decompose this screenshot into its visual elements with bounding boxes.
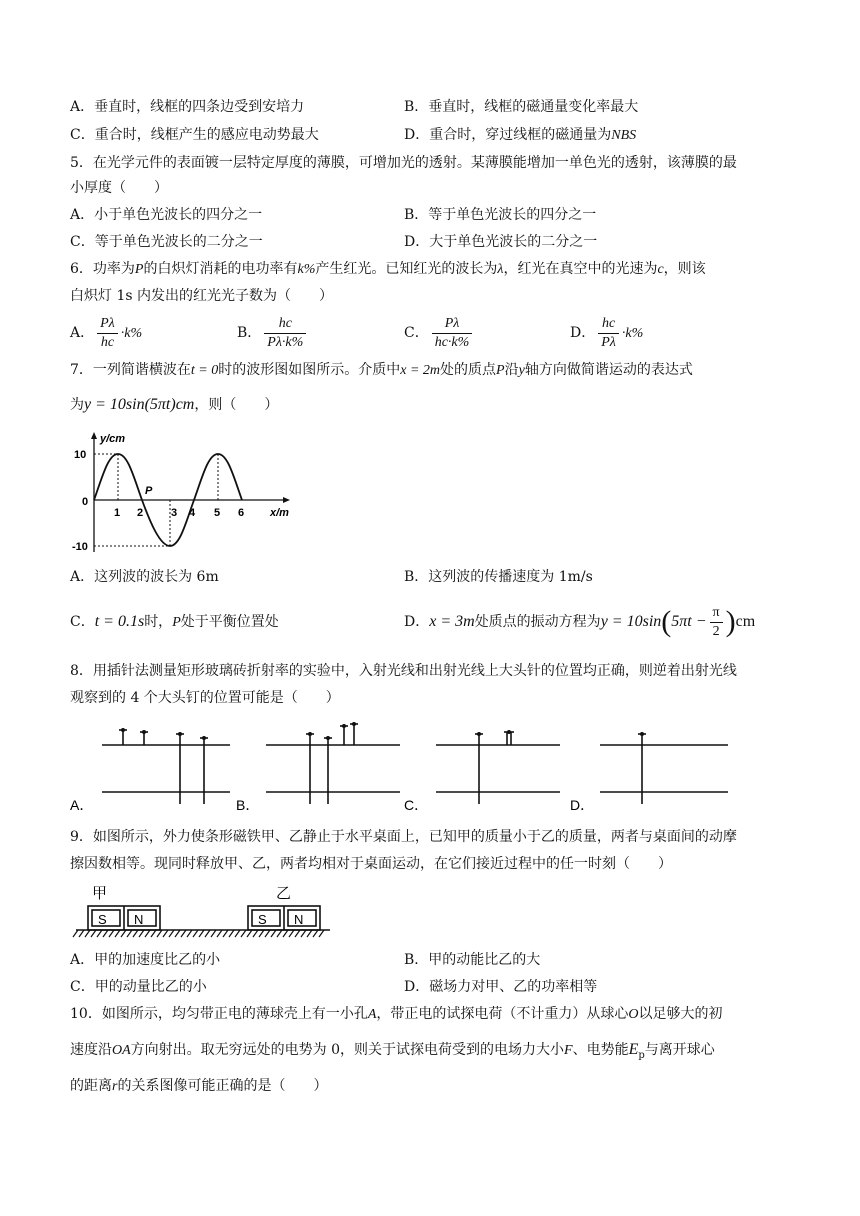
q7-s6: 为 [70, 397, 84, 413]
q10-f: F [564, 1043, 573, 1058]
q4-option-a: A．垂直时，线框的四条边受到安培力 [70, 99, 305, 115]
q7-option-c [70, 612, 279, 633]
q7-d-x: x = 3m [429, 613, 475, 630]
q7-stem-line1 [70, 360, 693, 381]
q4-option-d [404, 125, 636, 146]
q8-stem-line2: 观察到的 4 个大头钉的位置可能是（ ） [70, 690, 340, 706]
table-hatch [139, 930, 144, 937]
q7-d-eq1: y = 10sin [600, 613, 662, 630]
q10-r: r [112, 1079, 118, 1094]
point-p-label: P [145, 485, 153, 497]
x-tick-3: 3 [171, 507, 178, 519]
table-hatch [319, 930, 324, 937]
pin-figures [70, 720, 750, 815]
y-axis-arrow-icon [91, 432, 97, 439]
table-hatch [229, 930, 234, 937]
q10-stem-line1 [70, 1004, 723, 1025]
table-hatch [265, 930, 270, 937]
q7-d-two: 2 [712, 623, 720, 639]
q6-d-tail: ·k% [621, 326, 644, 341]
table-hatch [295, 930, 300, 937]
table-hatch [205, 930, 210, 937]
table-hatch [175, 930, 180, 937]
q10-s8: 的距离 [70, 1078, 112, 1094]
q7-c-p: P [172, 615, 181, 630]
q5-stem-line2: 小厚度（ ） [70, 180, 168, 196]
q6-p: P [134, 262, 144, 277]
q7-c-t: t = 0.1s [94, 613, 145, 630]
q7-p: P [496, 363, 505, 378]
table-hatch [223, 930, 228, 937]
q7-stem-line2 [70, 395, 278, 415]
table-hatch [103, 930, 108, 937]
table-hatch [271, 930, 276, 937]
q7-c-mid: 时， [144, 614, 173, 630]
y-tick-0: 0 [82, 496, 89, 508]
x-tick-1: 1 [114, 507, 121, 519]
q6-option-d [570, 314, 643, 353]
q6-s2: 的白炽灯消耗的电功率有 [143, 261, 298, 277]
q7-s7: ，则（ ） [194, 397, 279, 413]
table-hatch [199, 930, 204, 937]
q10-e: E [628, 1041, 639, 1058]
q6-c-num: Pλ [432, 315, 473, 334]
y-tick-10: 10 [74, 449, 87, 461]
table-hatch [277, 930, 282, 937]
q6-c: c [657, 262, 664, 277]
q6-s5: ，则该 [663, 261, 706, 277]
x-tick-2: 2 [137, 507, 144, 519]
jia-n: N [134, 912, 144, 927]
q10-s6: 、电势能 [572, 1042, 629, 1058]
table-hatch [253, 930, 258, 937]
table-hatch [73, 930, 78, 937]
table-hatch [169, 930, 174, 937]
table-hatch [109, 930, 114, 937]
q6-b-label: B． [237, 325, 262, 341]
q10-stem-line3 [70, 1076, 327, 1097]
q7-option-a: A．这列波的波长为 6m [70, 569, 219, 585]
q6-b-den: Pλ·k% [267, 334, 304, 350]
label-yi: 乙 [276, 885, 292, 902]
label-jia: 甲 [92, 885, 108, 902]
x-tick-4: 4 [189, 507, 196, 519]
figure-c-label: C． [404, 797, 429, 813]
table-hatch [235, 930, 240, 937]
q10-s5: 方向射出。取无穷远处的电势为 0，则关于试探电荷受到的电场力大小 [130, 1042, 565, 1058]
q10-a: A [367, 1007, 377, 1022]
table-hatch [79, 930, 84, 937]
q5-stem-line1: 5．在光学元件的表面镀一层特定厚度的薄膜，可增加光的透射。某薄膜能增加一单色光的透射，该薄膜的最 [70, 155, 737, 171]
x-tick-5: 5 [214, 507, 221, 519]
figure-b [266, 724, 400, 804]
q10-s1: 10．如图所示，均匀带正电的薄球壳上有一小孔 [70, 1006, 368, 1022]
q6-c-label: C． [404, 325, 429, 341]
q7-s1: 7．一列简谐横波在 [70, 362, 191, 378]
figure-d [600, 734, 728, 804]
table-hatch [127, 930, 132, 937]
q7-d-eq2: 5πt − [671, 613, 707, 630]
q10-stem-line2 [70, 1040, 715, 1066]
q6-option-b [237, 314, 309, 352]
q7-c-tail: 处于平衡位置处 [180, 614, 279, 630]
table-hatch [301, 930, 306, 937]
q10-s2: ，带正电的试探电荷（不计重力）从球心 [376, 1006, 629, 1022]
x-axis-arrow-icon [283, 497, 290, 503]
table-hatch [157, 930, 162, 937]
q10-p: p [638, 1049, 645, 1061]
yi-s: S [258, 912, 267, 927]
q7-option-b: B．这列波的传播速度为 1m/s [404, 569, 593, 585]
table-hatch [313, 930, 318, 937]
table-hatch [217, 930, 222, 937]
table-hatch [289, 930, 294, 937]
q7-d-mid: 处质点的振动方程为 [474, 614, 601, 630]
q6-k: k% [297, 262, 316, 277]
table-hatch [97, 930, 102, 937]
q9-option-a: A．甲的加速度比乙的小 [70, 952, 221, 968]
q6-a-tail: ·k% [120, 326, 143, 341]
q6-option-c [404, 314, 475, 352]
q10-s4: 速度沿 [70, 1042, 112, 1058]
table-hatch [115, 930, 120, 937]
table-hatch [283, 930, 288, 937]
jia-s: S [98, 912, 107, 927]
q7-d-unit: cm [735, 613, 756, 630]
q7-s4: 沿 [504, 362, 519, 378]
q7-eq: y = 10sin(5πt)cm [84, 396, 195, 413]
q7-s3: 处的质点 [440, 362, 497, 378]
figure-b-label: B． [236, 797, 260, 813]
q10-oa: OA [112, 1043, 131, 1058]
magnet-figure [72, 882, 342, 944]
q4-option-c: C．重合时，线框产生的感应电动势最大 [70, 127, 319, 143]
q9-option-d: D．磁场力对甲、乙的功率相等 [404, 979, 598, 995]
q4-option-b: B．垂直时，线框的磁通量变化率最大 [404, 99, 639, 115]
table-hatch [259, 930, 264, 937]
table-hatch [91, 930, 96, 937]
q7-d-label: D． [404, 614, 430, 630]
x-tick-6: 6 [238, 507, 245, 519]
q6-option-a [70, 314, 142, 353]
table-hatch [145, 930, 150, 937]
q7-s5: 轴方向做简谐运动的表达式 [524, 362, 693, 378]
figure-a [102, 730, 230, 804]
q5-option-b: B．等于单色光波长的四分之一 [404, 207, 597, 223]
table-hatch [187, 930, 192, 937]
table-hatch [241, 930, 246, 937]
q7-t0: t = 0 [190, 363, 219, 378]
q6-d-num: hc [598, 315, 619, 334]
q6-a-den: hc [100, 334, 115, 350]
table-hatch [151, 930, 156, 937]
q10-s3: 以足够大的初 [638, 1006, 723, 1022]
q6-b-num: hc [264, 315, 306, 334]
q5-option-a: A．小于单色光波长的四分之一 [70, 207, 263, 223]
y-tick-neg10: -10 [72, 541, 88, 553]
q6-stem-line2: 白炽灯 1s 内发出的红光光子数为（ ） [70, 288, 333, 304]
table-hatch [247, 930, 252, 937]
q7-s2: 时的波形图如图所示。介质中 [218, 362, 401, 378]
q6-lambda: λ [497, 262, 504, 277]
q6-a-label: A． [70, 325, 95, 341]
figure-c [436, 732, 560, 804]
q9-option-c: C．甲的动量比乙的小 [70, 979, 207, 995]
q6-c-den: hc·k% [434, 334, 470, 350]
q5-option-c: C．等于单色光波长的二分之一 [70, 234, 263, 250]
y-axis-label: y/cm [100, 433, 126, 445]
q7-x2: x = 2m [400, 363, 441, 378]
q6-stem-line1 [70, 259, 706, 280]
wave-graph [72, 430, 302, 560]
q9-stem-line2: 擦因数相等。现同时释放甲、乙，两者均相对于桌面运动，在它们接近过程中的任一时刻（ ） [70, 856, 672, 872]
yi-n: N [294, 912, 304, 927]
q8-stem-line1: 8．用插针法测量矩形玻璃砖折射率的实验中，入射光线和出射光线上大头针的位置均正确，则逆着出射光线 [70, 663, 737, 679]
q7-c-label: C． [70, 614, 95, 630]
q6-a-num: Pλ [97, 315, 118, 334]
q10-s7: 与离开球心 [644, 1042, 715, 1058]
table-hatch [133, 930, 138, 937]
table-hatch [121, 930, 126, 937]
figure-a-label: A． [70, 797, 94, 813]
q7-option-d: D．x = 3m处质点的振动方程为y = 10sin(5πt − $\frac{\pi}{2}$ )cm [404, 604, 756, 639]
x-axis-label: x/m [270, 507, 289, 519]
q9-stem-line1: 9．如图所示，外力使条形磁铁甲、乙静止于水平桌面上，已知甲的质量小于乙的质量，两者与桌面间的动摩 [70, 829, 737, 845]
table-hatch [307, 930, 312, 937]
q7-y: y [518, 363, 525, 378]
figure-d-label: D． [570, 797, 595, 813]
table-hatch [85, 930, 90, 937]
table-hatch [163, 930, 168, 937]
q10-o: O [628, 1007, 639, 1022]
q4-option-d-var: NBS [611, 128, 637, 143]
table-hatch [211, 930, 216, 937]
q6-d-label: D． [570, 325, 596, 341]
q6-s3: 产生红光。已知红光的波长为 [315, 261, 498, 277]
table-hatch [181, 930, 186, 937]
q4-option-d-text: D．重合时，穿过线框的磁通量为 [404, 127, 612, 143]
q6-d-den: Pλ [601, 334, 616, 350]
table-hatch [193, 930, 198, 937]
q6-s4: ，红光在真空中的光速为 [503, 261, 658, 277]
q5-option-d: D．大于单色光波长的二分之一 [404, 234, 598, 250]
q9-option-b: B．甲的动能比乙的大 [404, 952, 541, 968]
q6-s1: 6．功率为 [70, 261, 135, 277]
q10-s9: 的关系图像可能正确的是（ ） [117, 1078, 328, 1094]
q7-d-pi: π [710, 604, 723, 623]
